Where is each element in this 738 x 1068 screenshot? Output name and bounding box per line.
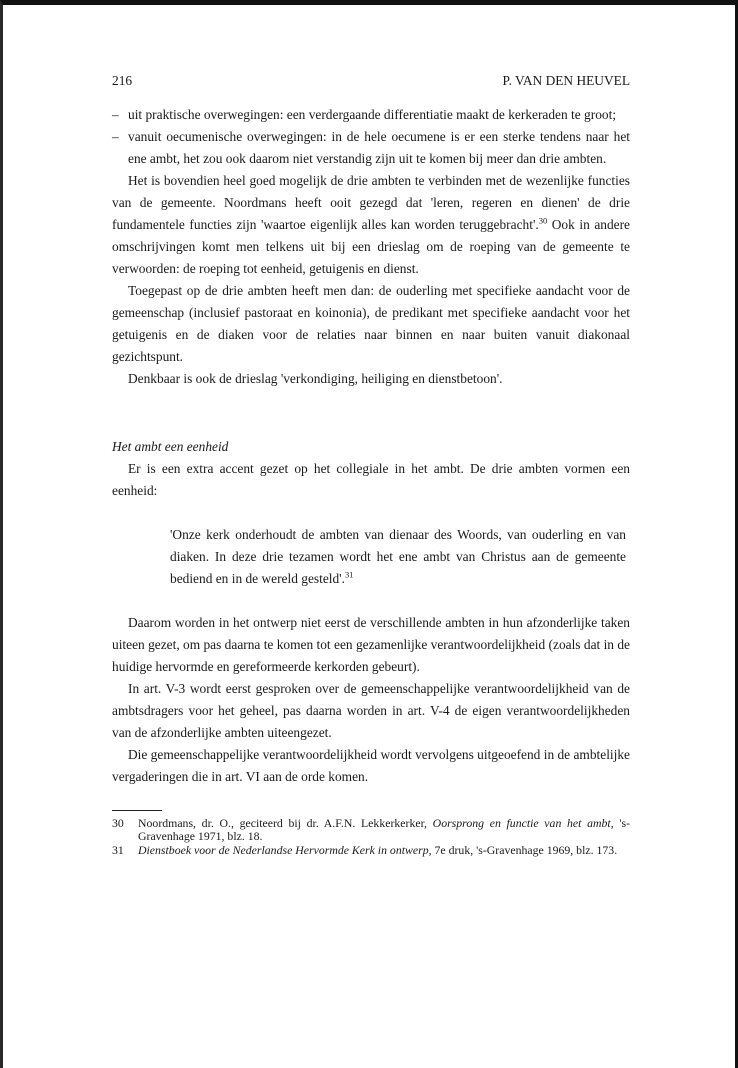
book-page	[112, 72, 630, 858]
footnote-number: 31	[112, 843, 124, 857]
section-heading: Het ambt een eenheid	[112, 439, 229, 454]
footnote-text: Noordmans, dr. O., geciteerd bij dr. A.F.N. Lekkerkerker,	[138, 816, 433, 830]
paragraph: Er is een extra accent gezet op het collegiale in het ambt. De drie ambten vormen een eenheid:	[112, 461, 630, 498]
list-dash: –	[112, 129, 119, 144]
running-head-author: P. VAN DEN HEUVEL	[502, 73, 630, 88]
paragraph-text: Ook in andere omschrijvingen komt men telkens uit bij een drieslag om de roeping van de gemeente te verwoorden: de roeping tot eenheid, getuigenis en dienst.	[112, 217, 630, 276]
page-number: 216	[112, 73, 133, 88]
body-text	[112, 104, 630, 788]
footnote-text: , 7e druk, 's-Gravenhage 1969, blz. 173.	[428, 843, 618, 857]
footnote	[112, 817, 630, 843]
list-item-text: vanuit oecumenische overwegingen: in de hele oecumene is er een sterke tendens naar het ene ambt, het zou ook daarom niet verstandig zijn uit te komen bij meer dan drie ambten.	[128, 129, 630, 166]
footnote-divider	[112, 810, 162, 811]
list-item-text: uit praktische overwegingen: een verdergaande differentiatie maakt de kerkeraden te groot;	[128, 107, 617, 122]
list-item	[112, 126, 630, 170]
footnote-text: , 's-Gravenhage 1971, blz. 18.	[138, 816, 630, 843]
footnote	[112, 844, 630, 857]
paragraph: Toegepast op de drie ambten heeft men dan: de ouderling met specifieke aandacht voor de gemeenschap (inclusief pastoraat en koinonia), de predikant met specifieke aandacht voor het getuigenis en de diaken voor de relaties naar binnen en naar buiten vanuit diakonaal gezichtspunt.	[112, 283, 630, 364]
block-quote	[170, 524, 626, 590]
paragraph: Denkbaar is ook de drieslag 'verkondiging, heiliging en dienstbetoon'.	[128, 371, 503, 386]
paragraph	[112, 170, 630, 280]
footnote-title: Dienstboek voor de Nederlandse Hervormde Kerk in ontwerp	[138, 843, 429, 857]
footnote-number: 30	[112, 816, 124, 830]
paragraph-text: Het is bovendien heel goed mogelijk de drie ambten te verbinden met de wezenlijke functies van de gemeente. Noordmans heeft ooit gezegd dat 'leren, regeren en dienen' de drie fundamentele functies zijn 'waartoe eigenlijk alles kan worden teruggebracht'.	[112, 173, 630, 232]
footnote-ref-30[interactable]: 30	[538, 215, 548, 226]
paragraph: Die gemeenschappelijke verantwoordelijkheid wordt vervolgens uitgeoefend in de ambtelijke vergaderingen die in art. VI aan de orde komen.	[112, 747, 630, 784]
paragraph: In art. V-3 wordt eerst gesproken over de gemeenschappelijke verantwoordelijkheid van de ambtsdragers voor het geheel, pas daarna worden in art. V-4 de eigen verantwoordelijkheden van de afzonderlijke ambten uiteengezet.	[112, 681, 630, 740]
footnote-ref-31[interactable]: 31	[344, 569, 354, 580]
footnotes	[112, 817, 630, 857]
footnote-title: Oorsprong en functie van het ambt	[432, 816, 611, 830]
running-head	[112, 72, 630, 90]
list-item	[112, 104, 630, 126]
quote-text: 'Onze kerk onderhoudt de ambten van dienaar des Woords, van ouderling en van diaken. In deze drie tezamen wordt het ene ambt van Christus aan de gemeente bediend en in de wereld gesteld'.	[170, 527, 626, 586]
paragraph: Daarom worden in het ontwerp niet eerst de verschillende ambten in hun afzonderlijke taken uiteen gezet, om pas daarna te komen tot een gezamenlijke verantwoordelijkheid (zoals dat in de huidige hervormde en gereformeerde kerkorden gebeurt).	[112, 615, 630, 674]
list-dash: –	[112, 107, 119, 122]
